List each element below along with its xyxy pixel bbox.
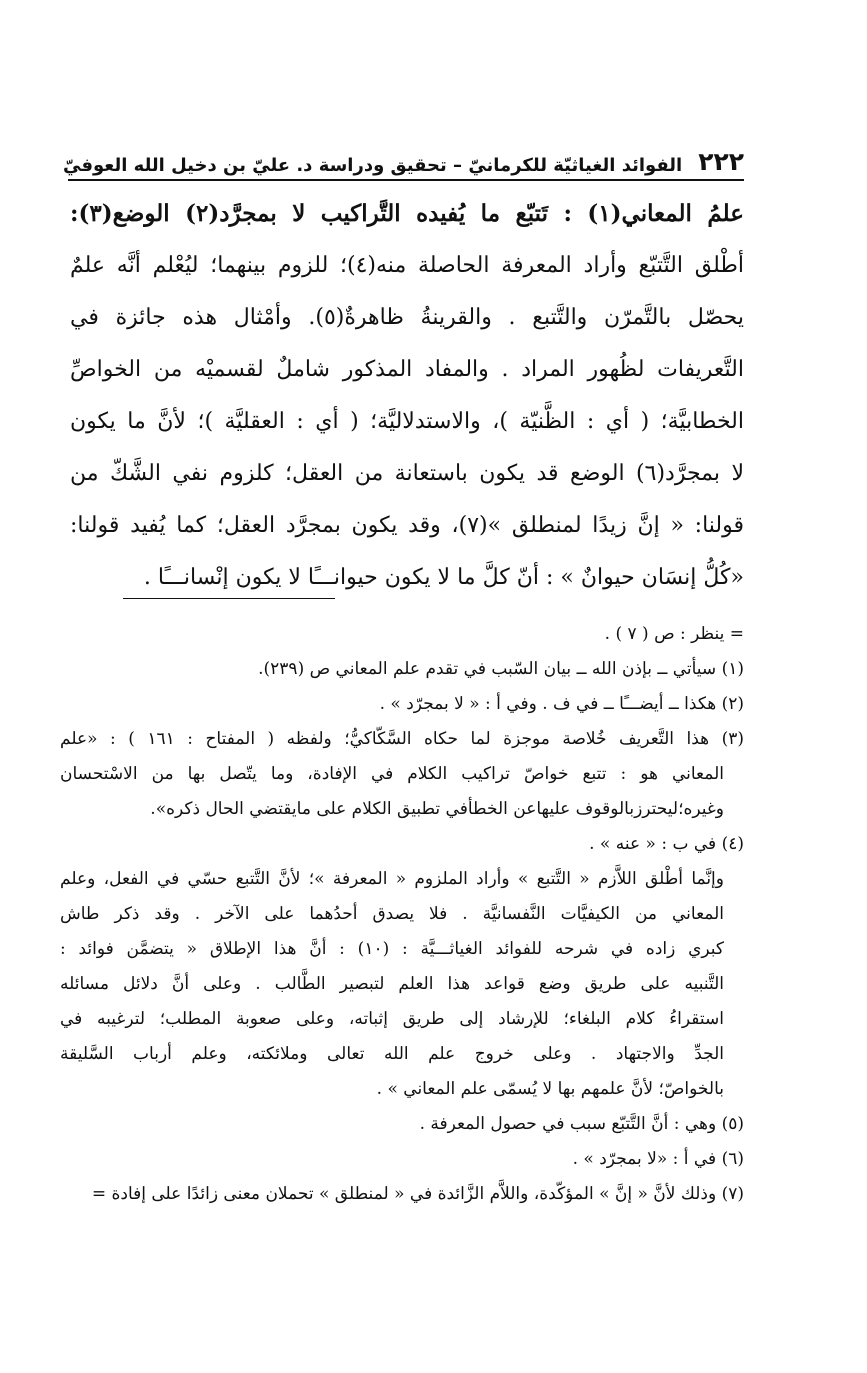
footnote-line: استقراءُ كلام البلغاء؛ للإرشاد إلى طريق إثباته، وعلى صعوبة المطلب؛ لترغيبه في — [60, 1009, 724, 1029]
footnote-line: الجدِّ والاجتهاد . وعلى خروج علم الله تعالى وملائكته، وعلم أرباب السَّليقة — [60, 1044, 724, 1064]
footnote: (٧) وذلك لأنَّ « إنَّ » المؤكّدة، واللاَّم الزَّائدة في « لمنطلق » تحملان معنى زائدًا على إفادة = — [91, 1184, 744, 1204]
definition-heading: علمُ المعاني(١) : تَتبّع ما يُفيده التَّراكيب لا بمجرَّد(٢) الوضع(٣): — [70, 200, 744, 227]
footnote-continuation: = ينظر : ص ( ٧ ) . — [604, 624, 744, 644]
footnote-separator — [123, 598, 335, 599]
page-number: ٢٢٢ — [698, 147, 744, 176]
body-line: لا بمجرَّد(٦) الوضع قد يكون باستعانة من العقل؛ كلزوم نفي الشَّكّ من — [70, 461, 744, 486]
footnote: (٥) وهي : أنَّ التَّتبّع سبب في حصول المعرفة . — [419, 1114, 744, 1134]
main-text — [70, 188, 744, 604]
body-line: يحصّل بالتَّمرّن والتَّتبع . والقرينةُ ظاهرةٌ(٥). وأمْثال هذه جائزة في — [70, 305, 744, 330]
footnote: (٢) هكذا ــ أيضـــًا ــ في ف . وفي أ : « لا بمجرّد » . — [379, 694, 744, 714]
body-line: أطْلق التَّتبّع وأراد المعرفة الحاصلة منه(٤)؛ للزوم بينهما؛ ليُعْلم أنَّه علمٌ — [70, 253, 744, 278]
footnote-line: المعاني هو : تتبع خواصّ تراكيب الكلام في الإفادة، وما يتّصل بها من الاسْتحسان — [60, 764, 724, 784]
body-line: الخطابيَّة؛ ( أي : الظَّنيّة )، والاستدلاليَّة؛ ( أي : العقليَّة )؛ لأنَّ ما يكون — [70, 409, 744, 434]
footnote: (٦) في أ : «لا بمجرّد » . — [572, 1149, 744, 1169]
footnote: (٤) في ب : « عنه » . — [589, 834, 744, 854]
footnote-line: كبري زاده في شرحه للفوائد الغياثـــيَّة : (١٠) : أنَّ هذا الإطلاق « يتضمَّن فوائد : — [60, 939, 724, 959]
body-line: التَّعريفات لظُهور المراد . والمفاد المذكور شاملٌ لقسميْه من الخواصِّ — [70, 357, 744, 382]
running-header — [63, 132, 744, 176]
footnote-line: وغيره؛ليحترزبالوقوف عليهاعن الخطأفي تطبيق الكلام على مايقتضي الحال ذكره». — [150, 799, 724, 819]
body-line: «كُلُّ إنسَان حيوانٌ » : أنّ كلَّ ما لا يكون حيوانـــًا لا يكون إنْسانـــًا . — [143, 565, 744, 590]
footnote: (١) سيأتي ــ بإذن الله ــ بيان السّبب في تقدم علم المعاني ص (٢٣٩). — [258, 659, 744, 679]
footnote-line: التَّنبيه على طريق وضع قواعد هذا العلم لتبصير الطَّالب . وعلى أنَّ دلائل مسائله — [60, 974, 724, 994]
footnote-line: وإنَّما أطْلق اللاَّزم « التَّتبع » وأراد الملزوم « المعرفة »؛ لأنَّ التَّتبع حسّي في الفعل، وعلم — [60, 869, 724, 889]
footnotes — [60, 617, 744, 1212]
footnote: (٣) هذا التَّعريف خُلاصة موجزة لما حكاه السَّكّاكيُّ؛ ولفظه ( المفتاح : ١٦١ ) : «علم — [60, 729, 744, 749]
running-title: الفوائد الغياثيّة للكرمانيّ – تحقيق ودراسة د. عليّ بن دخيل الله العوفيّ — [63, 155, 683, 176]
body-line: قولنا: « إنَّ زيدًا لمنطلق »(٧)، وقد يكون بمجرَّد العقل؛ كما يُفيد قولنا: — [70, 513, 744, 538]
footnote-line: بالخواصّ؛ لأنَّ علمهم بها لا يُسمّى علم المعاني » . — [376, 1079, 724, 1099]
header-rule — [68, 179, 744, 181]
footnote-line: المعاني من الكيفيَّات النَّفسانيَّة . فلا يصدق أحدُهما على الآخر . وقد ذكر طاش — [60, 904, 724, 924]
